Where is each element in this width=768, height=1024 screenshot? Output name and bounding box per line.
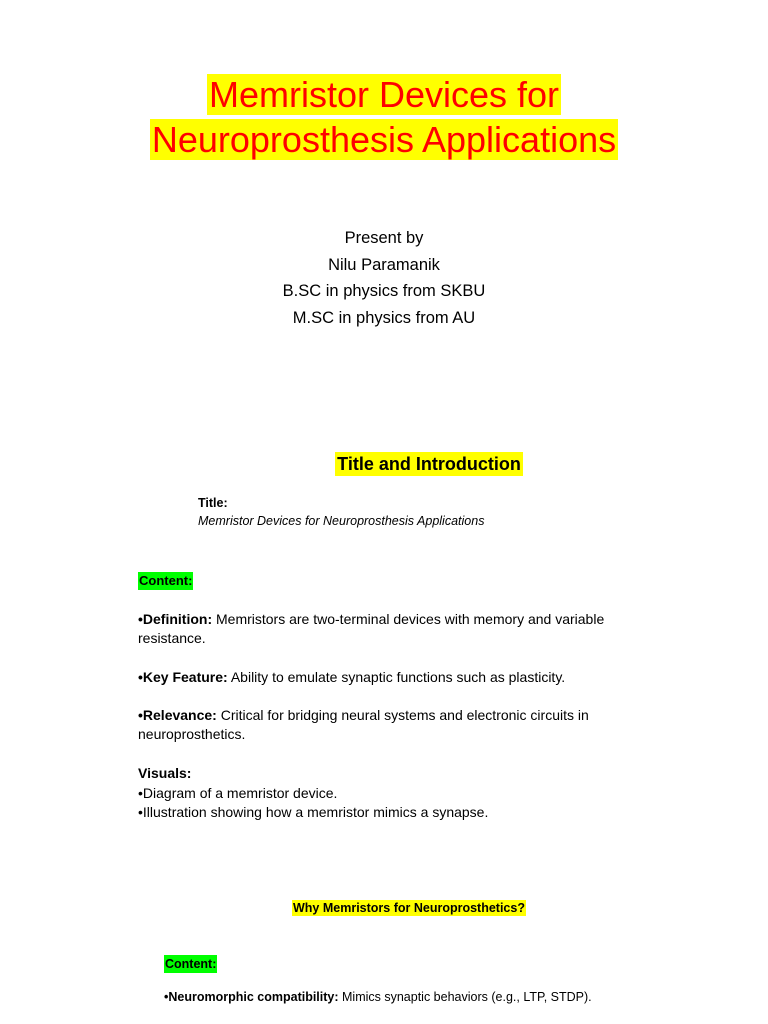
neuromorphic-paragraph — [164, 989, 592, 1006]
section-heading-why-text: Why Memristors for Neuroprosthetics? — [293, 901, 525, 915]
content-label-wrapper — [138, 572, 193, 590]
relevance-text: Critical for bridging neural systems and electronic circuits in neuroprosthetics. — [138, 707, 589, 742]
definition-label: •Definition: — [138, 611, 213, 627]
content-label-2: Content: — [165, 957, 217, 971]
main-title — [0, 72, 768, 162]
visual-item: •Diagram of a memristor device. — [138, 784, 338, 801]
section-heading-why — [0, 900, 768, 916]
main-title-line-2: Neuroprosthesis Applications — [151, 119, 617, 160]
title-value: Memristor Devices for Neuroprosthesis Applications — [198, 514, 485, 528]
visual-item: •Illustration showing how a memristor mimics a synapse. — [138, 804, 489, 820]
definition-paragraph — [138, 610, 648, 648]
visuals-label: Visuals: — [138, 765, 192, 781]
neuromorphic-label: •Neuromorphic compatibility: — [164, 990, 339, 1004]
presenter-degree-bsc: B.SC in physics from SKBU — [282, 282, 486, 300]
neuromorphic-text: Mimics synaptic behaviors (e.g., LTP, STDP). — [338, 990, 592, 1004]
presenter-block — [0, 225, 768, 331]
title-block — [198, 494, 484, 530]
section-heading-intro — [0, 450, 768, 478]
definition-text: Memristors are two-terminal devices with memory and variable resistance. — [138, 611, 605, 646]
main-title-line-1: Memristor Devices for — [208, 74, 560, 115]
section-heading-intro-text: Title and Introduction — [337, 454, 521, 474]
keyfeature-text: Ability to emulate synaptic functions such as plasticity. — [227, 669, 566, 685]
relevance-paragraph — [138, 706, 618, 744]
keyfeature-paragraph — [138, 668, 648, 687]
title-label: Title: — [198, 496, 228, 510]
presenter-intro: Present by — [344, 229, 424, 247]
content-label-2-wrapper — [164, 955, 217, 973]
keyfeature-label: •Key Feature: — [138, 669, 228, 685]
content-label: Content: — [139, 573, 193, 588]
relevance-label: •Relevance: — [138, 707, 217, 723]
presenter-degree-msc: M.SC in physics from AU — [292, 308, 476, 327]
visuals-block — [138, 764, 488, 823]
presenter-name: Nilu Paramanik — [328, 255, 440, 274]
